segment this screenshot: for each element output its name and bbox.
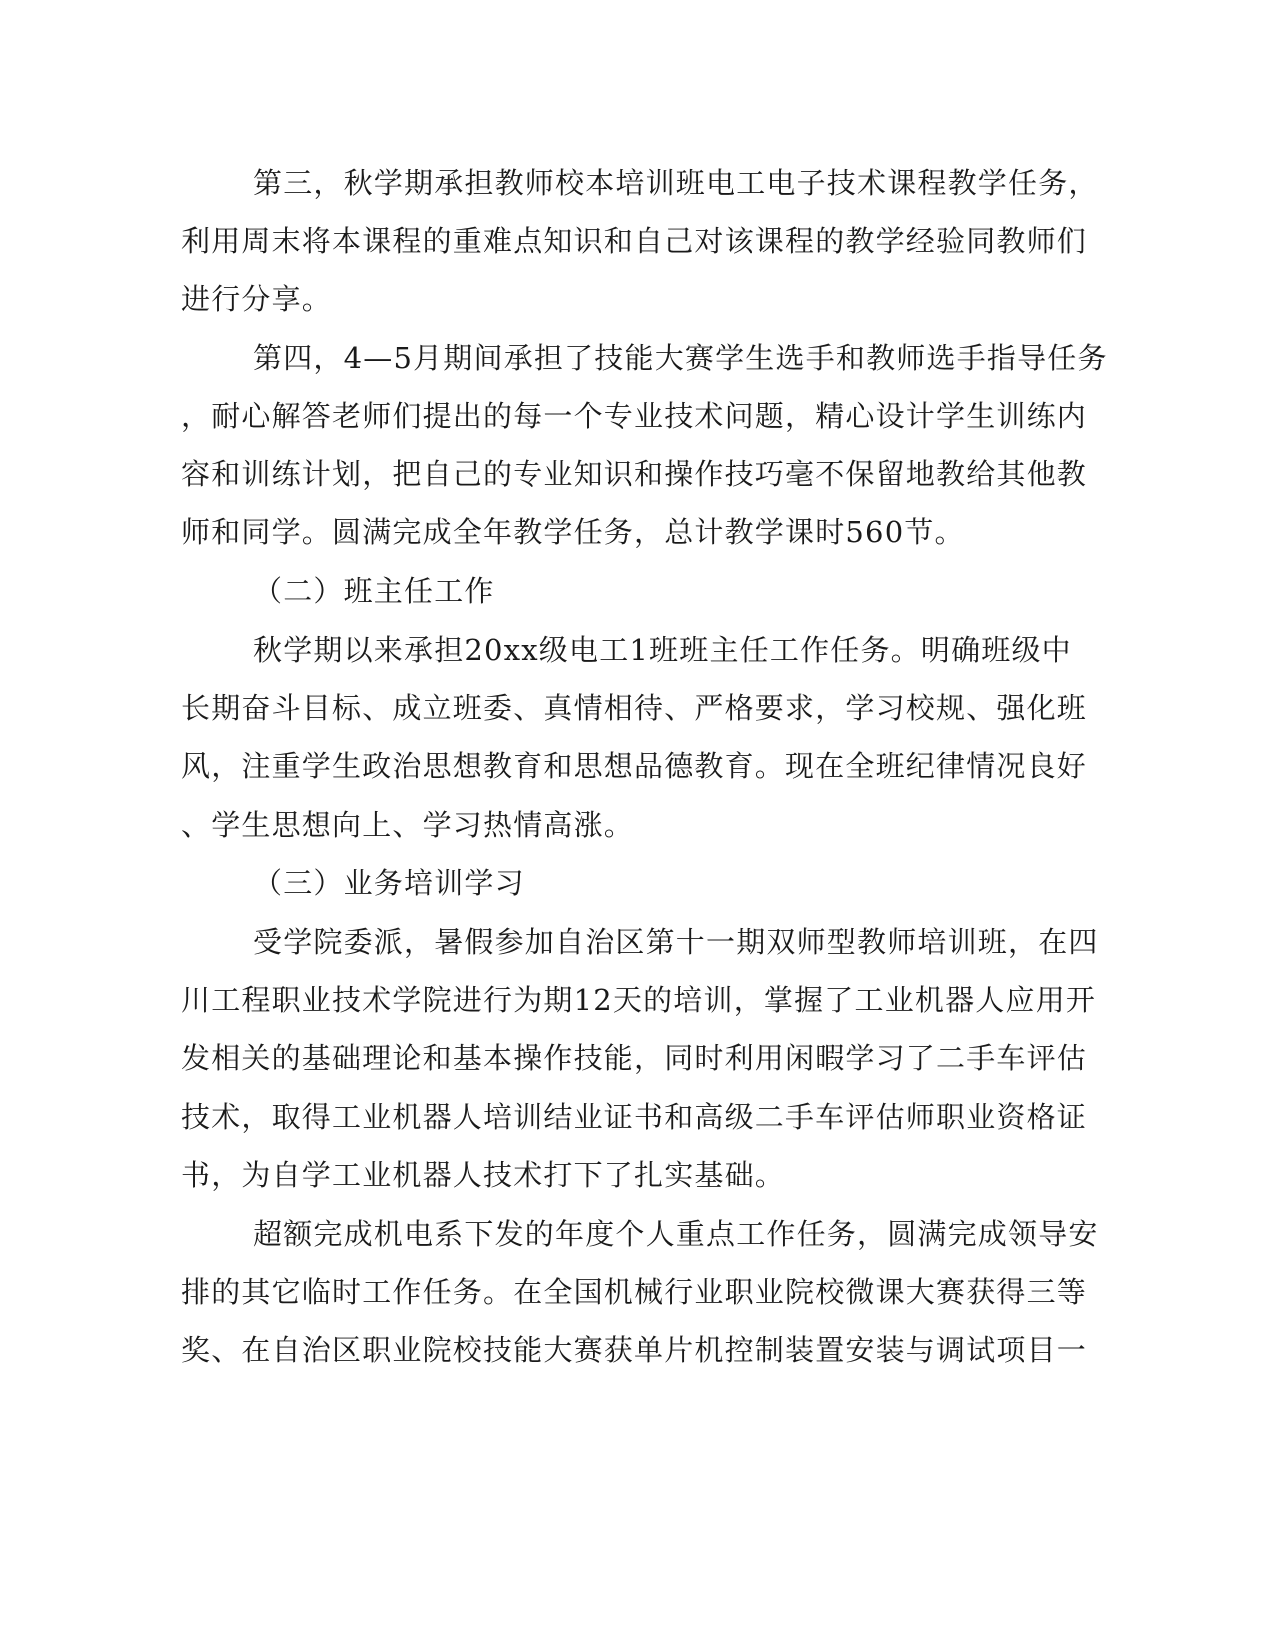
text-line: 排的其它临时工作任务。在全国机械行业职业院校微课大赛获得三等: [181, 1275, 1088, 1309]
section-heading: （二）班主任工作: [253, 574, 495, 608]
text-line: 第四，4—5月期间承担了技能大赛学生选手和教师选手指导任务: [253, 341, 1108, 375]
text-line: 、学生思想向上、学习热情高涨。: [181, 808, 635, 842]
text-line: 受学院委派，暑假参加自治区第十一期双师型教师培训班，在四: [253, 925, 1099, 959]
text-line: 容和训练计划，把自己的专业知识和操作技巧毫不保留地教给其他教: [181, 457, 1088, 491]
text-line: 利用周末将本课程的重难点知识和自己对该课程的教学经验同教师们: [181, 224, 1088, 258]
text-line: 秋学期以来承担20xx级电工1班班主任工作任务。明确班级中: [253, 633, 1072, 667]
text-line: 长期奋斗目标、成立班委、真情相待、严格要求，学习校规、强化班: [181, 691, 1088, 725]
text-line: 发相关的基础理论和基本操作技能，同时利用闲暇学习了二手车评估: [181, 1041, 1088, 1075]
text-line: 技术，取得工业机器人培训结业证书和高级二手车评估师职业资格证: [181, 1100, 1088, 1134]
text-line: 进行分享。: [181, 282, 333, 316]
text-line: 书，为自学工业机器人技术打下了扎实基础。: [181, 1158, 786, 1192]
text-line: 第三，秋学期承担教师校本培训班电工电子技术课程教学任务，: [253, 166, 1099, 200]
section-heading: （三）业务培训学习: [253, 866, 525, 900]
text-line: ，耐心解答老师们提出的每一个专业技术问题，精心设计学生训练内: [181, 399, 1088, 433]
text-line: 奖、在自治区职业院校技能大赛获单片机控制装置安装与调试项目一: [181, 1333, 1088, 1367]
text-line: 师和同学。圆满完成全年教学任务，总计教学课时560节。: [181, 515, 965, 549]
text-line: 风，注重学生政治思想教育和思想品德教育。现在全班纪律情况良好: [181, 749, 1088, 783]
text-line: 超额完成机电系下发的年度个人重点工作任务，圆满完成领导安: [253, 1217, 1099, 1251]
text-line: 川工程职业技术学院进行为期12天的培训，掌握了工业机器人应用开: [181, 983, 1097, 1017]
